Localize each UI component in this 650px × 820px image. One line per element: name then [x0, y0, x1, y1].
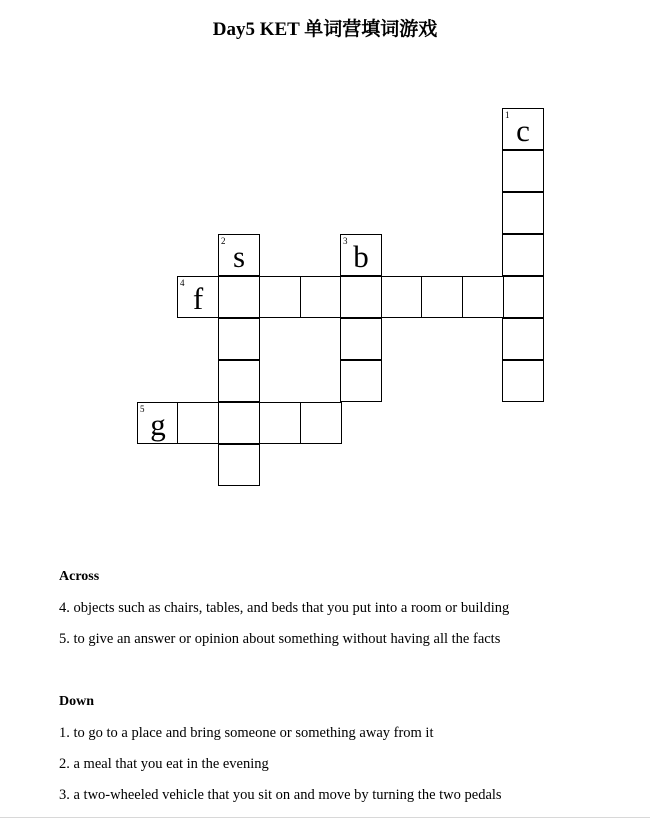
across-clue-5: 5. to give an answer or opinion about something without having all the facts [59, 631, 501, 647]
cell[interactable] [218, 360, 260, 402]
page-title: Day5 KET 单词营填词游戏 [212, 19, 438, 40]
cell[interactable] [340, 318, 382, 360]
cell[interactable] [502, 150, 544, 192]
cell[interactable] [502, 192, 544, 234]
cell[interactable] [340, 360, 382, 402]
given-letter-f: f [192, 281, 204, 316]
given-letter-g: g [150, 407, 166, 442]
cell[interactable] [259, 402, 301, 444]
cell-1-c[interactable] [502, 108, 544, 150]
cell[interactable] [259, 276, 301, 318]
cell[interactable] [502, 234, 544, 276]
cell[interactable] [177, 402, 219, 444]
clue-number-4: 4 [180, 278, 185, 288]
cell[interactable] [421, 276, 463, 318]
cell[interactable] [502, 318, 544, 360]
cell[interactable] [218, 402, 260, 444]
clue-number-1: 1 [505, 110, 510, 120]
down-heading: Down [59, 694, 95, 709]
down-clue-3: 3. a two-wheeled vehicle that you sit on and move by turning the two pedals [59, 787, 502, 803]
given-letter-s: s [232, 239, 246, 274]
cell[interactable] [381, 276, 423, 318]
cell[interactable] [218, 276, 260, 318]
across-heading: Across [59, 569, 100, 584]
cell[interactable] [462, 276, 504, 318]
cell[interactable] [300, 402, 342, 444]
cell[interactable] [218, 444, 260, 486]
cell[interactable] [218, 318, 260, 360]
down-clue-1: 1. to go to a place and bring someone or something away from it [59, 725, 434, 741]
cell-3-b[interactable] [340, 234, 382, 276]
given-letter-c: c [516, 113, 530, 148]
clue-number-5: 5 [140, 404, 145, 414]
cell-4-f[interactable] [177, 276, 219, 318]
cell[interactable] [502, 360, 544, 402]
clue-number-3: 3 [343, 236, 348, 246]
cell-5-g[interactable] [137, 402, 179, 444]
across-clue-4: 4. objects such as chairs, tables, and beds that you put into a room or building [59, 600, 510, 616]
cell[interactable] [340, 276, 382, 318]
clue-number-2: 2 [221, 236, 226, 246]
cell[interactable] [502, 276, 544, 318]
down-clue-2: 2. a meal that you eat in the evening [59, 756, 269, 772]
cell[interactable] [300, 276, 342, 318]
given-letter-b: b [353, 239, 369, 274]
page-bottom-divider [0, 817, 650, 818]
cell-2-s[interactable] [218, 234, 260, 276]
